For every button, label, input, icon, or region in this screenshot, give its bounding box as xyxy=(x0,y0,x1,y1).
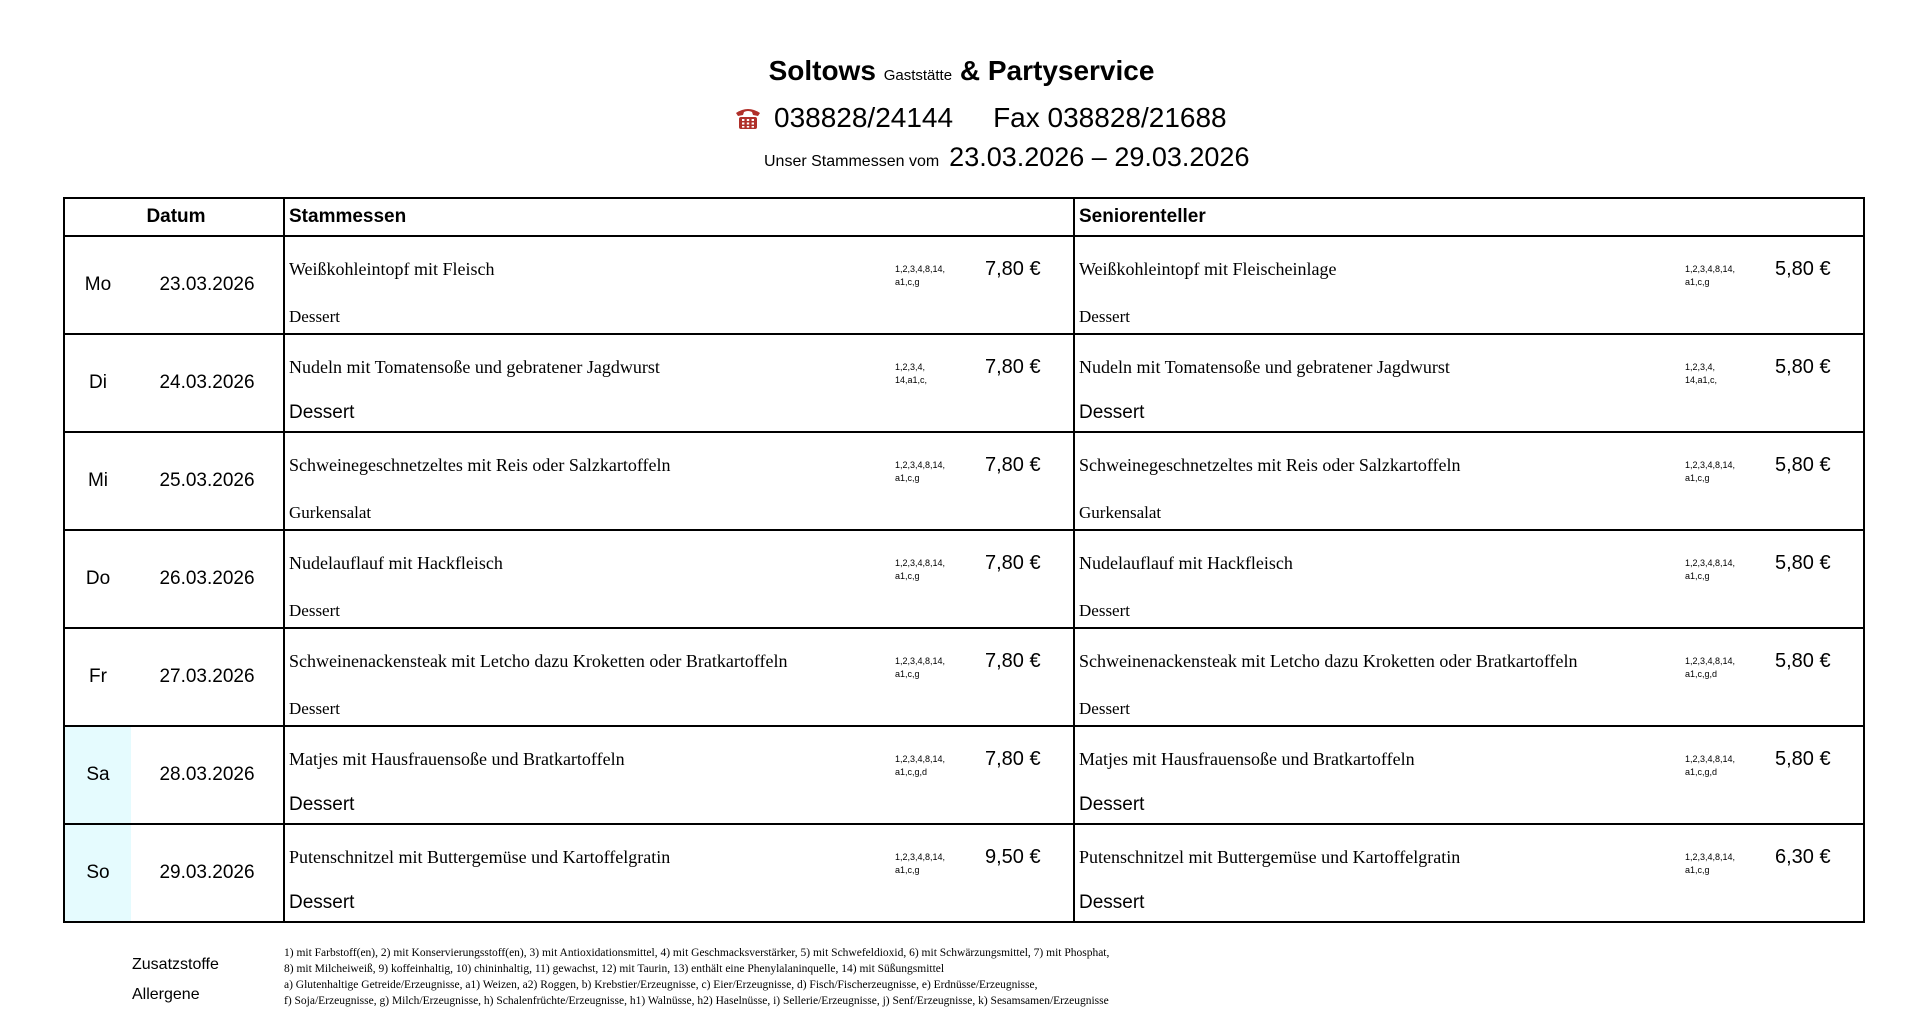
allergen-codes-line: a1,c,g xyxy=(1685,473,1710,483)
day-cell xyxy=(64,334,284,432)
week-line xyxy=(764,142,1249,173)
price: 7,80 € xyxy=(985,454,1041,476)
side-dish: Dessert xyxy=(1079,699,1130,718)
dish-name: Schweinenackensteak mit Letcho dazu Kroketten oder Bratkartoffeln xyxy=(1079,651,1578,671)
weekday-abbr: Di xyxy=(89,372,107,393)
side-dish: Dessert xyxy=(1079,892,1145,913)
table-header-row xyxy=(64,198,1864,236)
stamm-cell xyxy=(284,530,1074,628)
column-header-stamm: Stammessen xyxy=(284,198,1074,236)
column-header-senior: Seniorenteller xyxy=(1074,198,1864,236)
weekday-abbr: Fr xyxy=(89,666,107,687)
allergen-codes xyxy=(895,263,975,289)
weekday-abbr: So xyxy=(65,825,131,921)
side-dish: Dessert xyxy=(289,794,355,815)
side-dish: Dessert xyxy=(289,699,340,718)
table-row xyxy=(64,432,1864,530)
side-dish: Gurkensalat xyxy=(289,503,372,522)
day-date: 24.03.2026 xyxy=(159,372,255,393)
allergen-codes xyxy=(1685,361,1765,387)
allergen-codes-line: 1,2,3,4,8,14, xyxy=(1685,264,1736,274)
weekday-abbr: Do xyxy=(85,568,111,589)
side-dish: Dessert xyxy=(1079,601,1130,620)
allergen-codes-line: a1,c,g xyxy=(1685,277,1710,287)
allergen-codes-line: a1,c,g xyxy=(895,571,920,581)
legend-line: 1) mit Farbstoff(en), 2) mit Konservierungsstoff(en), 3) mit Antioxidationsmittel, 4) mit Geschmacksverstärker, 5) mit Schwefeldioxid, 6) mit Schwärzungsmittel, 7) mit Phosphat, xyxy=(284,947,1110,959)
dish-name: Putenschnitzel mit Buttergemüse und Kartoffelgratin xyxy=(1079,847,1461,867)
side-dish: Dessert xyxy=(1079,307,1130,326)
allergen-codes-line: a1,c,g xyxy=(895,865,920,875)
allergen-codes-line: a1,c,g xyxy=(1685,571,1710,581)
price: 7,80 € xyxy=(985,356,1041,378)
stamm-cell xyxy=(284,334,1074,432)
allergen-codes-line: 1,2,3,4,8,14, xyxy=(895,460,946,470)
price: 7,80 € xyxy=(985,552,1041,574)
dish-name: Putenschnitzel mit Buttergemüse und Kartoffelgratin xyxy=(289,847,671,867)
dish-name: Nudeln mit Tomatensoße und gebratener Jagdwurst xyxy=(1079,357,1450,377)
dish-name: Schweinegeschnetzeltes mit Reis oder Salzkartoffeln xyxy=(1079,455,1461,475)
weekday-abbr: Sa xyxy=(65,727,131,823)
restaurant-type: Gaststätte xyxy=(883,67,953,84)
day-cell xyxy=(64,236,284,334)
allergen-codes xyxy=(1685,459,1765,485)
allergen-codes-line: 14,a1,c, xyxy=(895,375,928,385)
table-row xyxy=(64,628,1864,726)
dish-name: Matjes mit Hausfrauensoße und Bratkartoffeln xyxy=(1079,749,1415,769)
allergen-codes-line: 1,2,3,4,8,14, xyxy=(895,558,946,568)
stamm-cell xyxy=(284,236,1074,334)
dish-name: Schweinenackensteak mit Letcho dazu Kroketten oder Bratkartoffeln xyxy=(289,651,788,671)
senior-cell xyxy=(1074,236,1864,334)
week-label: Unser Stammessen vom xyxy=(764,153,940,170)
allergen-codes-line: 1,2,3,4,8,14, xyxy=(1685,754,1736,764)
price: 9,50 € xyxy=(985,846,1041,868)
stamm-cell xyxy=(284,726,1074,824)
dish-name: Nudeln mit Tomatensoße und gebratener Jagdwurst xyxy=(289,357,660,377)
weekday-abbr: Mo xyxy=(84,274,112,295)
side-dish: Dessert xyxy=(289,601,340,620)
allergen-codes-line: 1,2,3,4,8,14, xyxy=(1685,558,1736,568)
day-cell xyxy=(64,530,284,628)
allergen-codes xyxy=(895,851,975,877)
price: 7,80 € xyxy=(985,748,1041,770)
senior-cell xyxy=(1074,726,1864,824)
allergen-codes xyxy=(895,361,975,387)
price: 5,80 € xyxy=(1775,356,1831,378)
restaurant-title xyxy=(0,55,1923,87)
side-dish: Dessert xyxy=(1079,402,1145,423)
side-dish: Dessert xyxy=(289,402,355,423)
senior-cell xyxy=(1074,824,1864,922)
allergen-codes-line: 1,2,3,4,8,14, xyxy=(895,852,946,862)
weekday-abbr: Mi xyxy=(87,470,109,491)
allergen-codes-line: a1,c,g,d xyxy=(895,767,928,777)
price: 6,30 € xyxy=(1775,846,1831,868)
telephone-icon xyxy=(734,106,762,130)
dish-name: Nudelauflauf mit Hackfleisch xyxy=(289,553,503,573)
price: 5,80 € xyxy=(1775,454,1831,476)
day-cell xyxy=(64,628,284,726)
allergen-codes-line: a1,c,g xyxy=(1685,865,1710,875)
week-range: 23.03.2026 – 29.03.2026 xyxy=(949,142,1250,172)
restaurant-name: Soltows xyxy=(768,55,876,86)
stamm-cell xyxy=(284,432,1074,530)
allergen-codes xyxy=(895,557,975,583)
allergen-codes-line: a1,c,g xyxy=(895,669,920,679)
dish-name: Weißkohleintopf mit Fleischeinlage xyxy=(1079,259,1337,279)
side-dish: Dessert xyxy=(289,892,355,913)
allergen-codes-line: 1,2,3,4,8,14, xyxy=(1685,656,1736,666)
day-cell xyxy=(64,432,284,530)
allergens-label: Allergene xyxy=(132,986,200,1003)
allergen-codes-line: a1,c,g,d xyxy=(1685,669,1718,679)
price: 5,80 € xyxy=(1775,552,1831,574)
senior-cell xyxy=(1074,530,1864,628)
price: 5,80 € xyxy=(1775,748,1831,770)
table-row xyxy=(64,824,1864,922)
allergen-codes xyxy=(895,753,975,779)
allergen-codes-line: a1,c,g xyxy=(895,277,920,287)
dish-name: Schweinegeschnetzeltes mit Reis oder Salzkartoffeln xyxy=(289,455,671,475)
side-dish: Dessert xyxy=(1079,794,1145,815)
senior-cell xyxy=(1074,628,1864,726)
day-date: 26.03.2026 xyxy=(159,568,255,589)
allergen-codes-line: a1,c,g,d xyxy=(1685,767,1718,777)
allergen-codes xyxy=(1685,557,1765,583)
day-date: 25.03.2026 xyxy=(159,470,255,491)
column-header-date: Datum xyxy=(64,198,284,236)
allergen-codes-line: 1,2,3,4,8,14, xyxy=(895,754,946,764)
day-cell xyxy=(64,824,284,922)
allergen-codes-line: 1,2,3,4,8,14, xyxy=(1685,460,1736,470)
senior-cell xyxy=(1074,432,1864,530)
allergen-codes xyxy=(1685,851,1765,877)
price: 5,80 € xyxy=(1775,258,1831,280)
day-date: 27.03.2026 xyxy=(159,666,255,687)
allergen-codes-line: 1,2,3,4, xyxy=(1685,362,1716,372)
table-row xyxy=(64,726,1864,824)
table-row xyxy=(64,530,1864,628)
contact-line xyxy=(734,100,1227,136)
legend-line: a) Glutenhaltige Getreide/Erzeugnisse, a1) Weizen, a2) Roggen, b) Krebstier/Erzeugnisse, c) Eier/Erzeugnisse, d) Fisch/Fischerzeugnisse, e) Erdnüsse/Erzeugnisse, xyxy=(284,979,1038,991)
allergen-codes-line: 1,2,3,4,8,14, xyxy=(1685,852,1736,862)
allergen-codes-line: 14,a1,c, xyxy=(1685,375,1718,385)
senior-cell xyxy=(1074,334,1864,432)
side-dish: Dessert xyxy=(289,307,340,326)
price: 7,80 € xyxy=(985,650,1041,672)
allergen-codes-line: 1,2,3,4, xyxy=(895,362,926,372)
side-dish: Gurkensalat xyxy=(1079,503,1162,522)
stamm-cell xyxy=(284,824,1074,922)
allergen-codes xyxy=(895,655,975,681)
stamm-cell xyxy=(284,628,1074,726)
day-date: 29.03.2026 xyxy=(159,862,255,883)
day-date: 28.03.2026 xyxy=(159,764,255,785)
day-date: 23.03.2026 xyxy=(159,274,255,295)
dish-name: Matjes mit Hausfrauensoße und Bratkartoffeln xyxy=(289,749,625,769)
allergen-codes xyxy=(895,459,975,485)
restaurant-suffix: & Partyservice xyxy=(959,55,1155,86)
allergen-codes xyxy=(1685,655,1765,681)
day-cell xyxy=(64,726,284,824)
phone-number: 038828/24144 xyxy=(774,102,954,133)
table-row xyxy=(64,236,1864,334)
allergen-codes xyxy=(1685,753,1765,779)
legend-line: f) Soja/Erzeugnisse, g) Milch/Erzeugnisse, h) Schalenfrüchte/Erzeugnisse, h1) Walnüsse, h2) Haselnüsse, i) Sellerie/Erzeugnisse, j) Senf/Erzeugnisse, k) Sesamsamen/Erzeugnisse xyxy=(284,995,1109,1007)
dish-name: Weißkohleintopf mit Fleisch xyxy=(289,259,495,279)
allergen-codes-line: 1,2,3,4,8,14, xyxy=(895,656,946,666)
allergen-codes-line: a1,c,g xyxy=(895,473,920,483)
price: 7,80 € xyxy=(985,258,1041,280)
menu-table xyxy=(63,197,1865,923)
additives-label: Zusatzstoffe xyxy=(132,956,219,973)
legend-line: 8) mit Milcheiweiß, 9) koffeinhaltig, 10) chininhaltig, 11) gewachst, 12) mit Taurin, 13) enthält eine Phenylalaninquelle, 14) mit Süßungsmittel xyxy=(284,963,945,975)
table-row xyxy=(64,334,1864,432)
dish-name: Nudelauflauf mit Hackfleisch xyxy=(1079,553,1293,573)
allergen-codes-line: 1,2,3,4,8,14, xyxy=(895,264,946,274)
fax-number: Fax 038828/21688 xyxy=(993,102,1227,133)
allergen-codes xyxy=(1685,263,1765,289)
price: 5,80 € xyxy=(1775,650,1831,672)
